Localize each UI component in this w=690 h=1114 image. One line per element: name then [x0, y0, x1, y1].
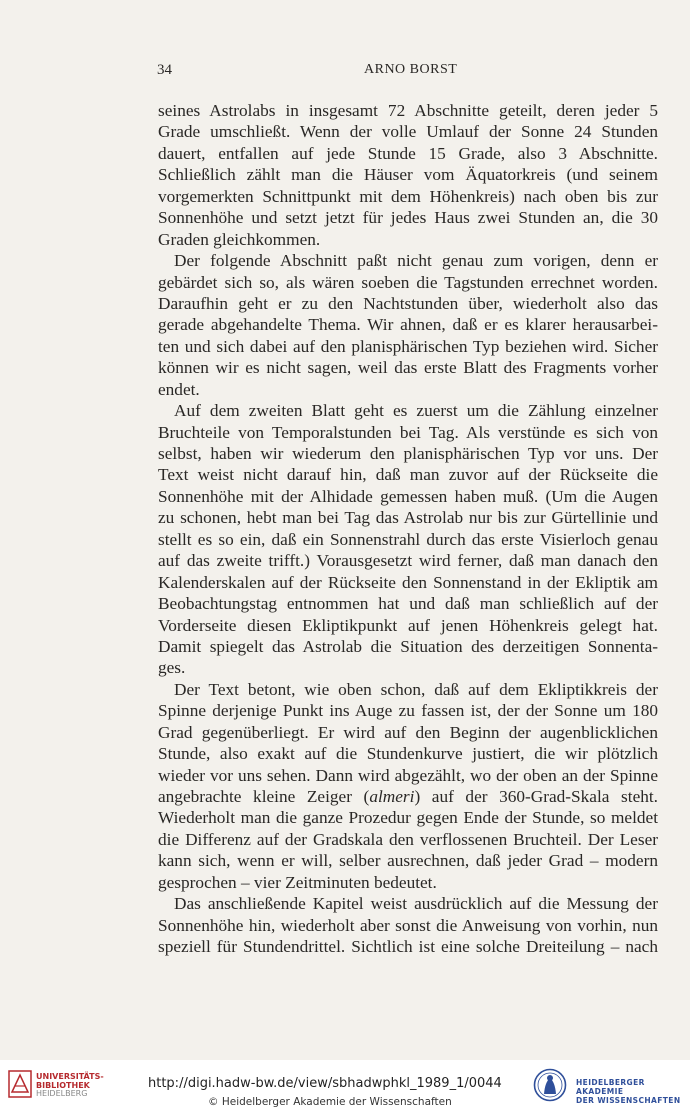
text-line: ges.	[158, 658, 186, 678]
text-line: Grad gegenüberliegt. Er wird auf den Beginn der augenblicklichen	[158, 722, 658, 742]
academy-seal-icon[interactable]	[533, 1068, 567, 1102]
ub-name-line2: BIBLIOTHEK	[36, 1080, 90, 1090]
text-line: Stunde, also exakt auf die Stundenkurve justiert, die wir plötzlich	[158, 744, 658, 764]
text-line: Sonnenhöhe und setzt jetzt für jedes Haus zwei Stunden an, die 30	[158, 208, 658, 228]
text-line: Daraufhin geht er zu den Nachtstunden über, wiederholt also das	[158, 293, 658, 313]
text-line: gebärdet sich so, als wären soeben die Tagstunden errechnet worden.	[158, 272, 658, 292]
text-line: zu schonen, hebt man bei Tag das Astrolab nur bis zur Gürtellinie und	[158, 508, 658, 528]
text-line: Vorderseite diesen Ekliptikpunkt auf jenen Höhenkreis gelegt hat.	[158, 615, 658, 635]
text-line: die Differenz auf der Gradskala den verflossenen Bruchteil. Der Leser	[158, 829, 658, 849]
academy-name-line1: HEIDELBERGER AKADEMIE	[576, 1078, 645, 1096]
text-line: Der folgende Abschnitt paßt nicht genau zum vorigen, denn er	[174, 251, 658, 271]
text-line: gerade abgehandelte Thema. Wir ahnen, daß er es klarer herausarbei-	[158, 315, 658, 335]
university-library-name	[36, 1073, 104, 1099]
text-line: speziell für Stundendrittel. Sichtlich ist eine solche Dreiteilung – nach	[158, 937, 658, 957]
text-line: Spinne derjenige Punkt ins Auge zu fassen ist, der der Sonne um 180	[158, 701, 658, 721]
text-line: Graden gleichkommen.	[158, 229, 321, 249]
text-line: Grade umschließt. Wenn der volle Umlauf der Sonne 24 Stunden	[158, 122, 658, 142]
text-line: Der Text betont, wie oben schon, daß auf dem Ekliptikkreis der	[174, 679, 658, 699]
copyright-notice: © Heidelberger Akademie der Wissenschaften	[208, 1096, 452, 1108]
text-line: können wir es nicht sagen, weil das erste Blatt des Fragments vorher	[158, 358, 658, 378]
text-line: seines Astrolabs in insgesamt 72 Abschnitte geteilt, deren jeder 5	[158, 101, 658, 120]
text-line: Wiederholt man die ganze Prozedur gegen Ende der Stunde, so meldet	[158, 808, 658, 828]
ub-city: HEIDELBERG	[36, 1089, 88, 1098]
text-line: Damit spiegelt das Astrolab die Situation des derzeitigen Sonnenta-	[158, 636, 658, 656]
ub-name-line1: UNIVERSITÄTS-	[36, 1072, 104, 1081]
text-line: endet.	[158, 379, 200, 399]
text-line: kann sich, wenn er will, selber ausrechnen, daß jeder Grad – modern	[158, 851, 658, 871]
text-line: selbst, haben wir wiederum den planisphärischen Typ vor uns. Der	[158, 444, 658, 463]
text-line: angebrachte kleine Zeiger (almeri) auf der 360-Grad-Skala steht.	[158, 787, 658, 806]
text-line: gesprochen – vier Zeitminuten bedeutet.	[158, 872, 437, 892]
page-number: 34	[157, 62, 172, 78]
text-line: Schließlich zählt man die Häuser vom Äquatorkreis (und seinem	[158, 165, 658, 185]
text-line: Beobachtungstag entnommen hat und daß man schließlich auf der	[158, 594, 658, 614]
text-line: auf das zweite trifft.) Vorausgesetzt wird ferner, daß man danach den	[158, 551, 658, 571]
text-line: Bruchteile von Temporalstunden bei Tag. Als verstünde es sich von	[158, 422, 658, 442]
text-line: Kalenderskalen auf der Rückseite den Sonnenstand in der Ekliptik am	[158, 572, 658, 592]
text-line: Sonnenhöhe hin, wiederholt aber sonst die Anweisung von vorhin, nun	[158, 915, 658, 935]
academy-name-line2: DER WISSENSCHAFTEN	[576, 1096, 681, 1105]
page-header	[157, 62, 659, 82]
running-head: ARNO BORST	[364, 62, 458, 77]
text-line: Das anschließende Kapitel weist ausdrücklich auf die Messung der	[174, 894, 658, 914]
text-line: stellt es so ein, daß ein Sonnenstrahl durch das erste Visierloch genau	[158, 529, 658, 549]
footer-bar	[0, 1060, 690, 1114]
text-line: wieder vor uns sehen. Dann wird abgezählt, wo der oben an der Spinne	[158, 765, 658, 785]
text-line: Text weist nicht darauf hin, daß man zuvor auf der Rückseite die	[158, 465, 658, 485]
text-line: ten und sich dabei auf den planisphärischen Typ beziehen wird. Sicher	[158, 336, 658, 356]
permalink-url[interactable]: http://digi.hadw-bw.de/view/sbhadwphkl_1989_1/0044	[148, 1076, 502, 1091]
academy-name	[576, 1078, 690, 1105]
text-line: Auf dem zweiten Blatt geht es zuerst um die Zählung einzelner	[174, 401, 658, 421]
text-line: Sonnenhöhe mit der Alhidade gemessen haben muß. (Um die Augen	[158, 486, 658, 506]
text-line: vorgemerkten Schnittpunkt mit dem Höhenkreis) nach oben bis zur	[158, 186, 658, 206]
body-text	[158, 100, 658, 958]
text-line: dauert, entfallen auf jede Stunde 15 Grade, also 3 Abschnitte.	[158, 143, 658, 163]
university-library-logo-icon[interactable]	[8, 1070, 32, 1098]
